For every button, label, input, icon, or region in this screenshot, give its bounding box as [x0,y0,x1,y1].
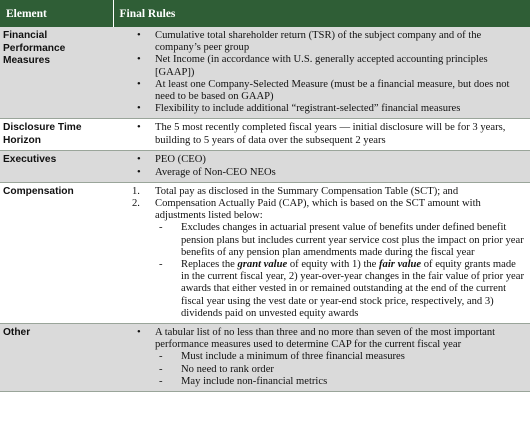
item-number: 1. [132,185,140,197]
sub-item-text: Excludes changes in actuarial present value of benefits under defined benefit pension plans but includes current year service cost plus the impact on prior year benefits of any pension plan amendments made during the fiscal year [181,222,524,258]
list-item: • The 5 most recently completed fiscal years — initial disclosure will be for 3 years, building to 5 years of data over the subsequent 2 years [119,122,524,146]
row-label: Other [0,324,113,392]
row-label: Disclosure Time Horizon [0,119,113,151]
list-item [119,186,524,198]
emphasis-grant-value: grant value [237,259,288,271]
row-label: Financial Performance Measures [0,27,113,119]
dash-marker: - [159,351,163,363]
sub-list-item [119,351,524,363]
row-executives [0,151,530,182]
row-financial-measures [0,27,530,119]
list-item: • A tabular list of no less than three and no more than seven of the most important performance measures used to determine CAP for the current fiscal year [119,327,524,351]
list-item: • Flexibility to include additional “registrant-selected” financial measures [119,103,524,115]
list-item: • Cumulative total shareholder return (TSR) of the subject company and of the company’s peer group [119,30,524,54]
list-item: • Average of Non-CEO NEOs [119,167,524,179]
dash-marker: - [159,222,163,234]
sub-list-item [119,364,524,376]
item-text: Compensation Actually Paid (CAP), which is based on the SCT amount with adjustments listed below: [155,198,481,222]
sub-item-text: May include non-financial metrics [181,375,328,387]
header-final-rules: Final Rules [113,0,530,27]
dash-marker: - [159,259,163,271]
row-label: Executives [0,151,113,182]
header-element: Element [0,0,113,27]
row-compensation [0,182,530,323]
row-other [0,324,530,392]
sub-item-text: Replaces the grant value of equity with 1) the fair value of equity grants made in the current fiscal year, 2) year-over-year changes in the fair value of prior year awards that either vested in or remained outstanding at the end of the current fiscal year using the vest date or year-end stock price, respectively, and 3) dividends paid on unvested equity awards [181,259,524,319]
row-disclosure-horizon [0,119,530,151]
dash-marker: - [159,375,163,387]
item-text: Total pay as disclosed in the Summary Compensation Table (SCT); and [155,185,459,197]
sub-item-text: No need to rank order [181,363,274,375]
list-item [119,198,524,222]
list-item: • PEO (CEO) [119,154,524,166]
sub-list-item [119,376,524,388]
sub-list-item [119,259,524,320]
dash-marker: - [159,363,163,375]
item-number: 2. [132,198,140,210]
emphasis-fair-value: fair value [379,259,422,271]
row-label: Compensation [0,182,113,323]
header-row [0,0,530,27]
sub-item-text: Must include a minimum of three financial measures [181,351,405,363]
list-item: • At least one Company-Selected Measure (must be a financial measure, but does not need to be based on GAAP) [119,79,524,103]
list-item: • Net Income (in accordance with U.S. generally accepted accounting principles [GAAP]) [119,54,524,78]
sub-list-item [119,222,524,259]
